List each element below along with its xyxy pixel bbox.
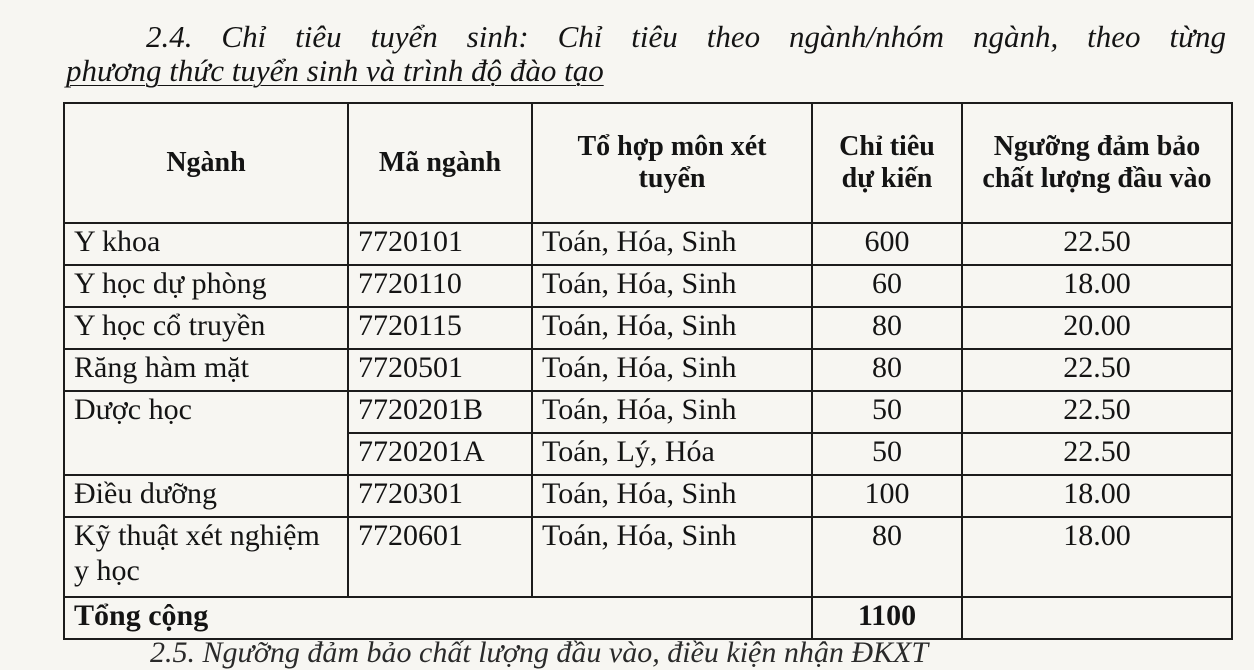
cell-major: Răng hàm mặt: [64, 349, 348, 391]
cell-code: 7720115: [348, 307, 532, 349]
table-row: [64, 475, 1232, 517]
cell-quota: 600: [812, 223, 962, 265]
cell-threshold: 22.50: [962, 223, 1232, 265]
cell-threshold: 22.50: [962, 391, 1232, 433]
table-row: [64, 349, 1232, 391]
section-heading-line-1: 2.4. Chỉ tiêu tuyển sinh: Chỉ tiêu theo ngành/nhóm ngành, theo từng: [146, 19, 1226, 54]
table-row: [64, 265, 1232, 307]
cell-subjects: Toán, Hóa, Sinh: [532, 391, 812, 433]
table-row: [64, 517, 1232, 597]
header-code: Mã ngành: [348, 103, 532, 223]
cell-threshold: 22.50: [962, 349, 1232, 391]
cell-major: Dược học: [64, 391, 348, 475]
table-total-row: [64, 597, 1232, 639]
total-quota: 1100: [812, 597, 962, 639]
table-row: [64, 307, 1232, 349]
section-heading: [66, 18, 1226, 90]
cell-major: Kỹ thuật xét nghiệm y học: [64, 517, 348, 597]
total-label: Tổng cộng: [64, 597, 812, 639]
cell-major: Y học cổ truyền: [64, 307, 348, 349]
cell-code: 7720601: [348, 517, 532, 597]
table-row: [64, 223, 1232, 265]
cell-major: Y học dự phòng: [64, 265, 348, 307]
cell-quota: 50: [812, 433, 962, 475]
cell-code: 7720101: [348, 223, 532, 265]
cell-code: 7720501: [348, 349, 532, 391]
cell-subjects: Toán, Hóa, Sinh: [532, 307, 812, 349]
cell-subjects: Toán, Hóa, Sinh: [532, 265, 812, 307]
cell-subjects: Toán, Hóa, Sinh: [532, 517, 812, 597]
cell-quota: 80: [812, 517, 962, 597]
header-quota: Chỉ tiêu dự kiến: [812, 103, 962, 223]
cell-threshold: 18.00: [962, 475, 1232, 517]
cell-quota: 50: [812, 391, 962, 433]
cell-code: 7720301: [348, 475, 532, 517]
cell-quota: 60: [812, 265, 962, 307]
section-heading-line-2: phương thức tuyển sinh và trình độ đào tạo: [66, 53, 604, 88]
total-threshold-empty: [962, 597, 1232, 639]
header-major: Ngành: [64, 103, 348, 223]
cell-subjects: Toán, Hóa, Sinh: [532, 223, 812, 265]
cell-subjects: Toán, Hóa, Sinh: [532, 349, 812, 391]
cell-subjects: Toán, Hóa, Sinh: [532, 475, 812, 517]
cell-major: Y khoa: [64, 223, 348, 265]
cell-code: 7720201B: [348, 391, 532, 433]
table-row: [64, 391, 1232, 433]
cell-major: Điều dưỡng: [64, 475, 348, 517]
cell-quota: 100: [812, 475, 962, 517]
next-section-heading-fragment: 2.5. Ngưỡng đảm bảo chất lượng đầu vào, điều kiện nhận ĐKXT: [150, 636, 929, 669]
cell-threshold: 18.00: [962, 265, 1232, 307]
cell-code: 7720201A: [348, 433, 532, 475]
header-subjects: Tổ hợp môn xét tuyển: [532, 103, 812, 223]
table-header-row: [64, 103, 1232, 223]
cell-threshold: 18.00: [962, 517, 1232, 597]
cell-subjects: Toán, Lý, Hóa: [532, 433, 812, 475]
header-threshold: Ngưỡng đảm bảo chất lượng đầu vào: [962, 103, 1232, 223]
cell-code: 7720110: [348, 265, 532, 307]
cell-quota: 80: [812, 307, 962, 349]
cell-threshold: 22.50: [962, 433, 1232, 475]
admission-quota-table: [63, 102, 1233, 640]
cell-quota: 80: [812, 349, 962, 391]
cell-threshold: 20.00: [962, 307, 1232, 349]
